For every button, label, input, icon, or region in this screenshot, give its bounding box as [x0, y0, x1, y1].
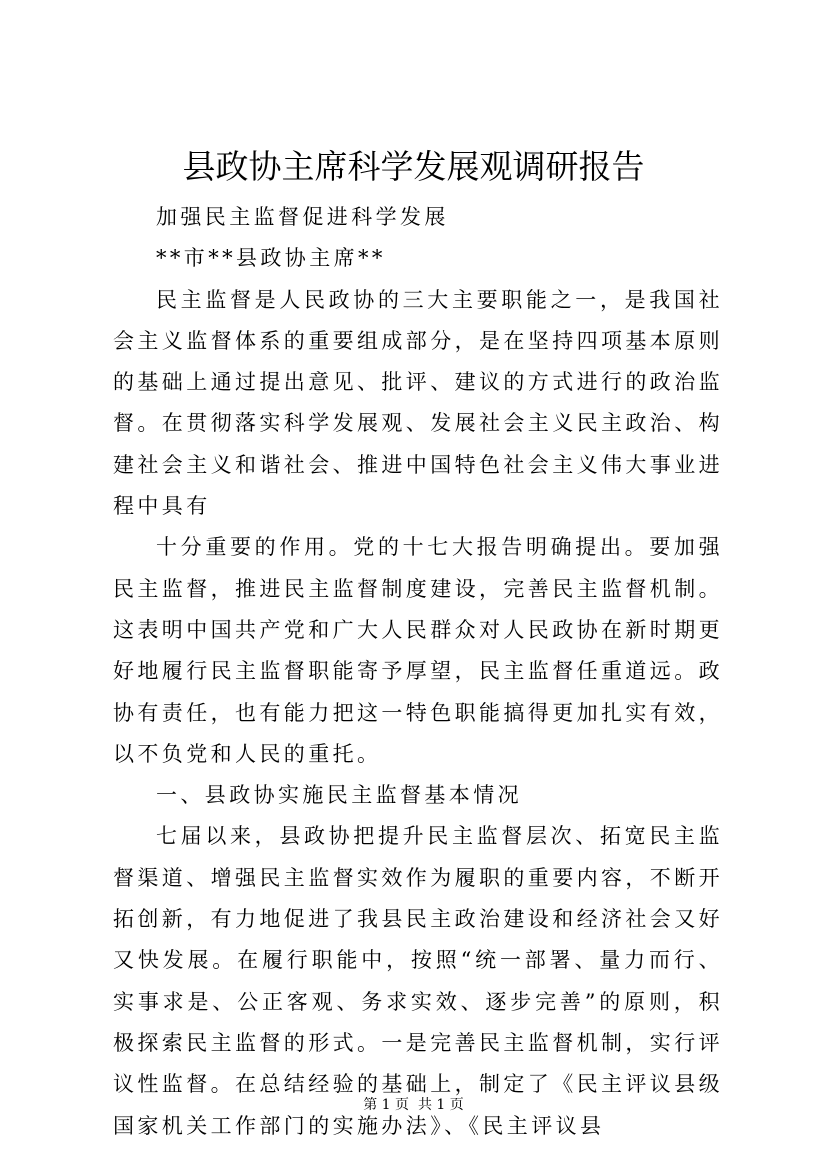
body-paragraph: 七届以来，县政协把提升民主监督层次、拓宽民主监督渠道、增强民主监督实效作为履职的重要内容，不断开拓创新，有力地促进了我县民主政治建设和经济社会又好又快发展。在履行职能中，按照“统一部署、量力而行、实事求是、公正客观、务求实效、逐步完善”的原则，积极探索民主监督的形式。一是完善民主监督机制，实行评议性监督。在总结经验的基础上，制定了《民主评议县级国家机关工作部门的实施办法》、《民主评议县 — [113, 824, 723, 1138]
page-footer: 第 1 页 共 1 页 — [363, 1097, 464, 1113]
subtitle-paragraph: 加强民主监督促进科学发展 — [156, 205, 449, 229]
section-heading: 一、县政协实施民主监督基本情况 — [156, 783, 522, 808]
document-title: 县政协主席科学发展观调研报告 — [182, 147, 645, 186]
body-paragraph: 十分重要的作用。党的十七大报告明确提出。要加强民主监督，推进民主监督制度建设，完善民主监督机制。这表明中国共产党和广大人民群众对人民政协在新时期更好地履行民主监督职能寄予厚望，民主监督任重道远。政协有责任，也有能力把这一特色职能搞得更加扎实有效，以不负党和人民的重托。 — [113, 535, 723, 766]
author-paragraph: **市**县政协主席** — [156, 246, 386, 271]
document-body — [113, 197, 723, 1147]
body-paragraph: 民主监督是人民政协的三大主要职能之一，是我国社会主义监督体系的重要组成部分，是在坚持四项基本原则的基础上通过提出意见、批评、建议的方式进行的政治监督。在贯彻落实科学发展观、发展社会主义民主政治、构建社会主义和谐社会、推进中国特色社会主义伟大事业进程中具有 — [113, 287, 723, 519]
